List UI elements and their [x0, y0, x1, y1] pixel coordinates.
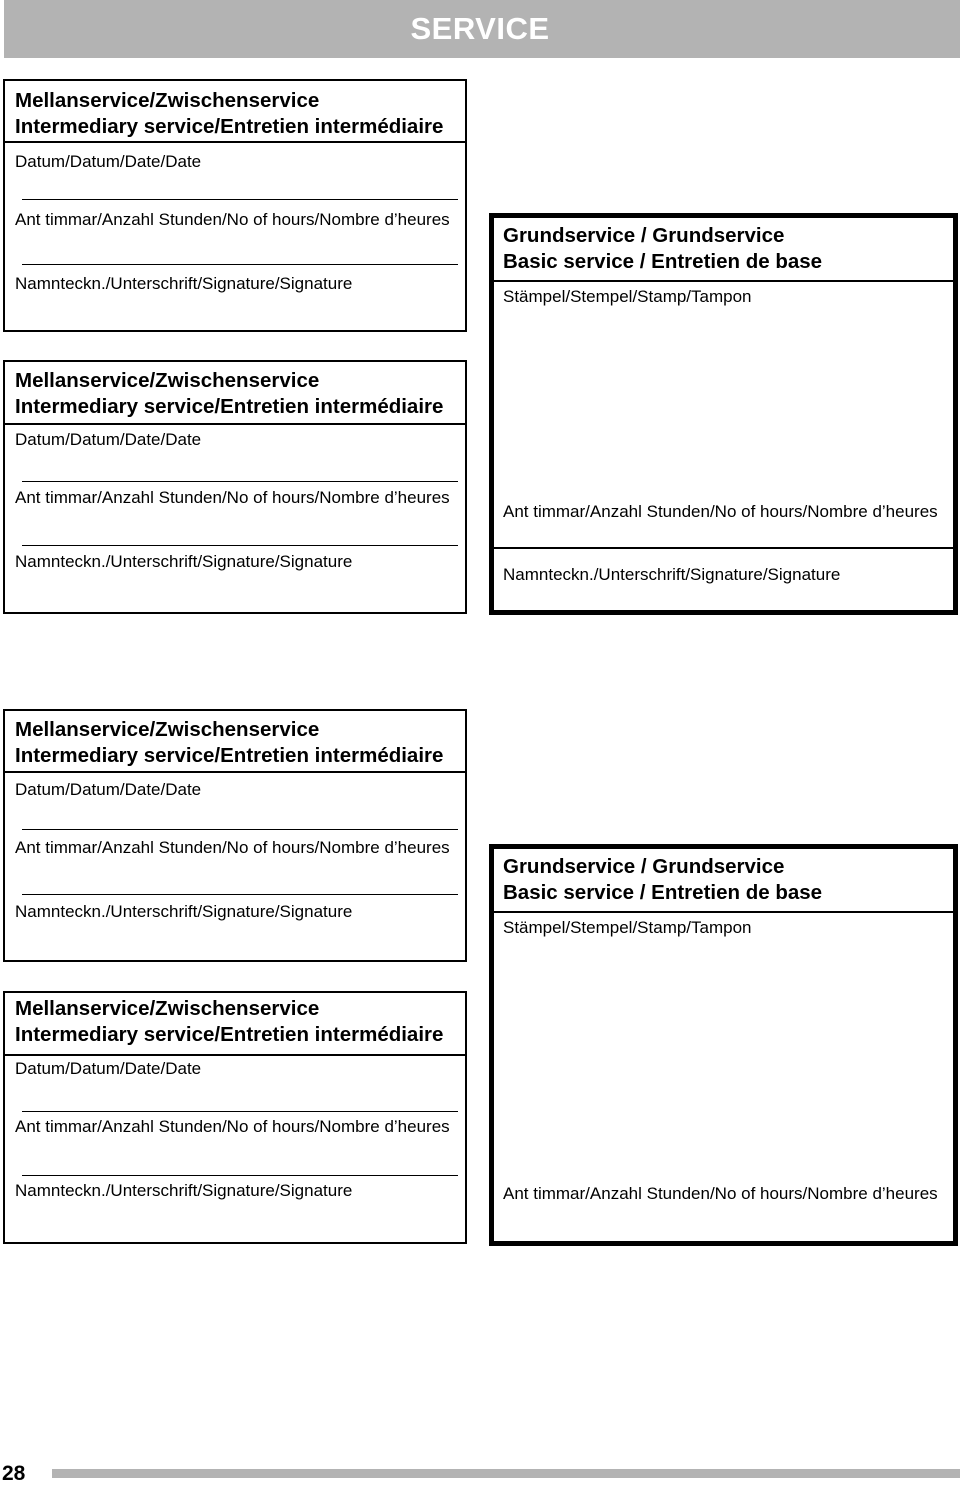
hours-label: Ant timmar/Anzahl Stunden/No of hours/Nombre d’heures	[15, 838, 450, 857]
hours-entry-line[interactable]	[22, 264, 458, 265]
date-label: Datum/Datum/Date/Date	[15, 430, 202, 449]
heading-line: Mellanservice/Zwischenservice	[15, 997, 320, 1020]
intermediary-service-box	[3, 79, 467, 332]
signature-label: Namnteckn./Unterschrift/Signature/Signature	[15, 902, 353, 921]
date-entry-line[interactable]	[22, 199, 458, 200]
heading-line: Mellanservice/Zwischenservice	[15, 369, 320, 392]
date-label: Datum/Datum/Date/Date	[15, 780, 202, 799]
heading-line: Mellanservice/Zwischenservice	[15, 718, 320, 741]
heading-line: Grundservice / Grundservice	[503, 224, 785, 247]
hours-entry-line[interactable]	[22, 1175, 458, 1176]
hours-label: Ant timmar/Anzahl Stunden/No of hours/Nombre d’heures	[503, 502, 938, 521]
heading-line: Basic service / Entretien de base	[503, 881, 823, 904]
hours-label: Ant timmar/Anzahl Stunden/No of hours/Nombre d’heures	[503, 1184, 938, 1203]
hours-divider	[494, 547, 953, 549]
signature-label: Namnteckn./Unterschrift/Signature/Signature	[15, 552, 353, 571]
page-number: 28	[2, 1462, 26, 1485]
intermediary-service-box	[3, 709, 467, 962]
hours-label: Ant timmar/Anzahl Stunden/No of hours/Nombre d’heures	[15, 488, 450, 507]
date-entry-line[interactable]	[22, 1111, 458, 1112]
hours-entry-line[interactable]	[22, 894, 458, 895]
heading-line: Intermediary service/Entretien intermédiaire	[15, 395, 444, 418]
signature-label: Namnteckn./Unterschrift/Signature/Signature	[503, 565, 841, 584]
basic-service-box	[489, 844, 958, 1246]
heading-line: Intermediary service/Entretien intermédiaire	[15, 744, 444, 767]
hours-label: Ant timmar/Anzahl Stunden/No of hours/Nombre d’heures	[15, 210, 450, 229]
heading-line: Mellanservice/Zwischenservice	[15, 89, 320, 112]
hours-label: Ant timmar/Anzahl Stunden/No of hours/Nombre d’heures	[15, 1117, 450, 1136]
basic-service-box	[489, 213, 958, 615]
signature-label: Namnteckn./Unterschrift/Signature/Signature	[15, 274, 353, 293]
heading-line: Intermediary service/Entretien intermédiaire	[15, 115, 444, 138]
signature-label: Namnteckn./Unterschrift/Signature/Signature	[15, 1181, 353, 1200]
date-label: Datum/Datum/Date/Date	[15, 152, 202, 171]
date-entry-line[interactable]	[22, 829, 458, 830]
date-label: Datum/Datum/Date/Date	[15, 1059, 202, 1078]
intermediary-service-box	[3, 991, 467, 1244]
intermediary-service-box	[3, 360, 467, 614]
heading-line: Grundservice / Grundservice	[503, 855, 785, 878]
date-entry-line[interactable]	[22, 481, 458, 482]
heading-line: Intermediary service/Entretien intermédiaire	[15, 1023, 444, 1046]
hours-entry-line[interactable]	[22, 545, 458, 546]
heading-line: Basic service / Entretien de base	[503, 250, 823, 273]
stamp-label: Stämpel/Stempel/Stamp/Tampon	[503, 918, 752, 937]
stamp-label: Stämpel/Stempel/Stamp/Tampon	[503, 287, 752, 306]
footer-bar	[52, 1469, 960, 1478]
page-title: SERVICE	[410, 11, 550, 46]
